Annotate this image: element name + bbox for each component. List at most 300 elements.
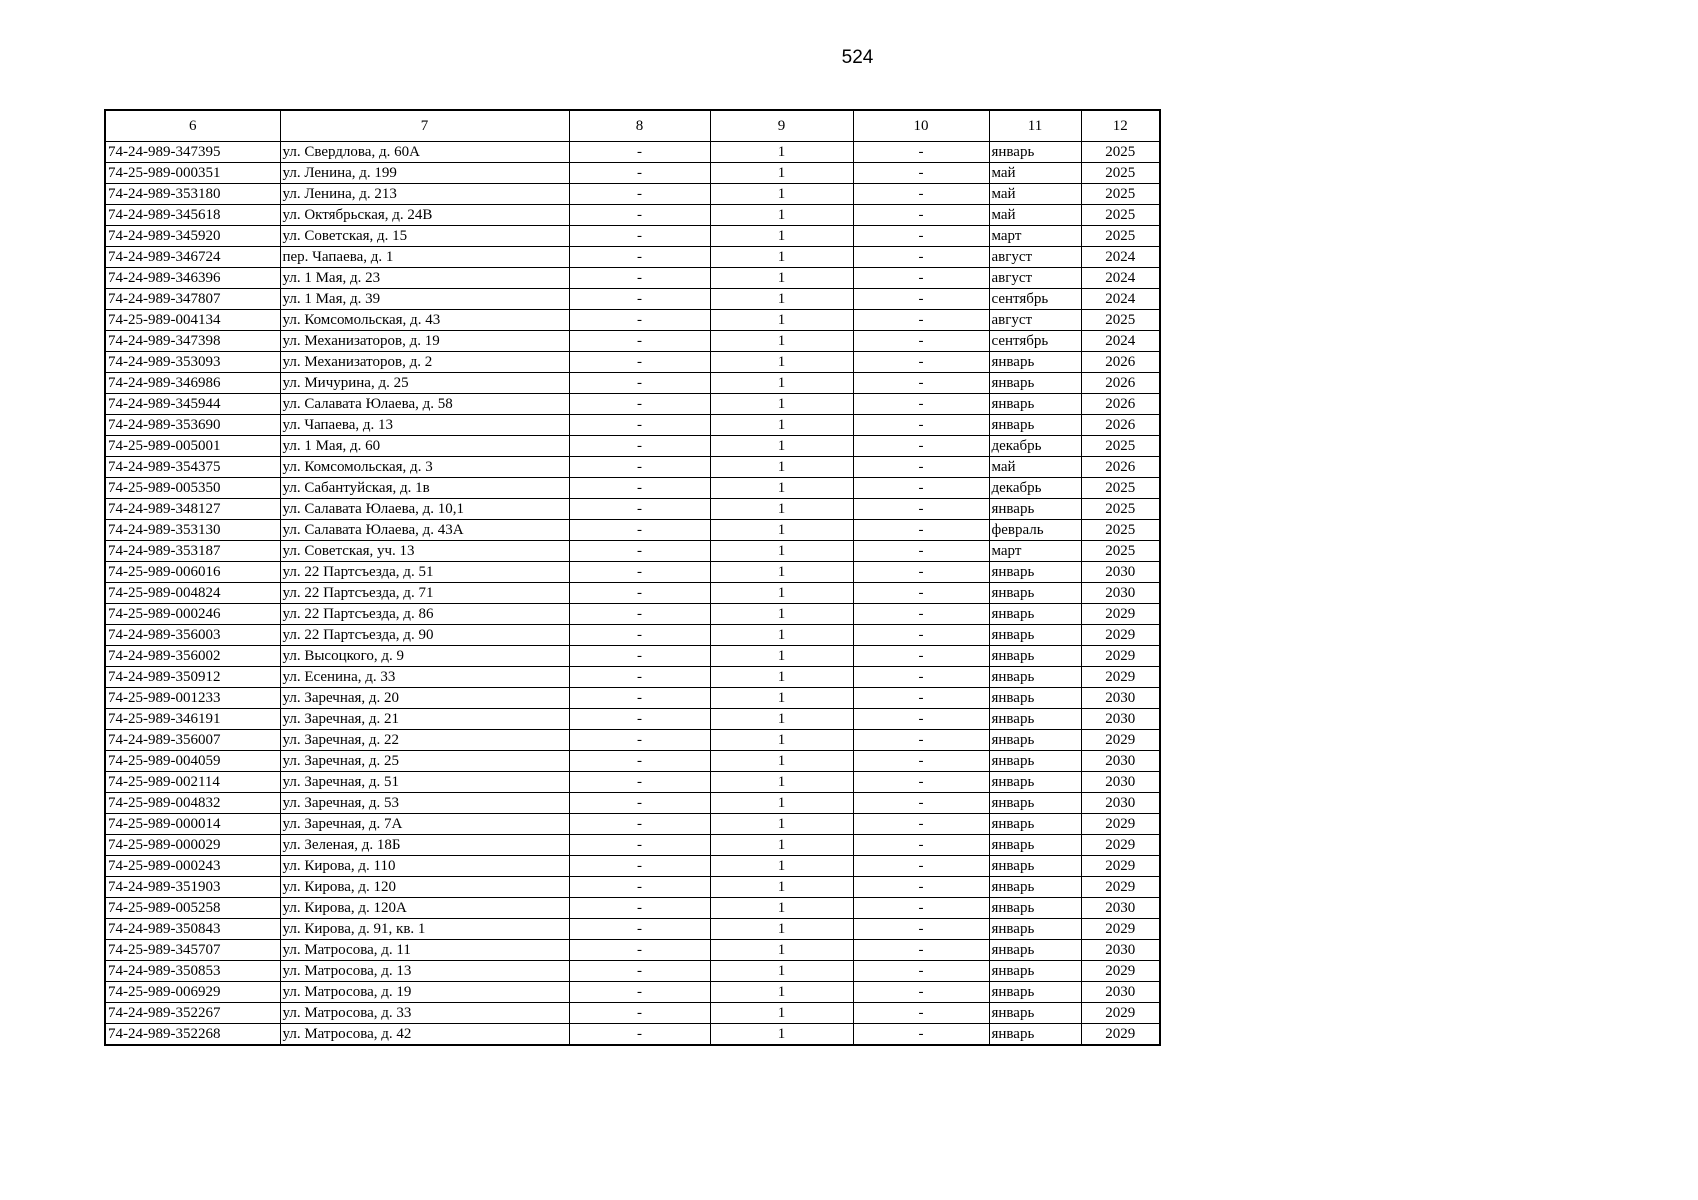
- cell-month: декабрь: [989, 436, 1081, 457]
- cell-month: январь: [989, 667, 1081, 688]
- page-number: 524: [841, 47, 874, 68]
- table-row: [105, 583, 1160, 604]
- cell-code: 74-25-989-004059: [105, 751, 280, 772]
- cell-col8: -: [569, 478, 710, 499]
- cell-col10: -: [853, 646, 989, 667]
- table-row: [105, 436, 1160, 457]
- cell-col8: -: [569, 604, 710, 625]
- cell-col9: 1: [710, 961, 853, 982]
- cell-col8: -: [569, 793, 710, 814]
- table-row: [105, 163, 1160, 184]
- cell-col10: -: [853, 457, 989, 478]
- table-row: [105, 415, 1160, 436]
- table-row: [105, 373, 1160, 394]
- cell-month: май: [989, 457, 1081, 478]
- cell-col9: 1: [710, 562, 853, 583]
- cell-year: 2025: [1081, 226, 1160, 247]
- table-row: [105, 1024, 1160, 1046]
- cell-col8: -: [569, 961, 710, 982]
- cell-col10: -: [853, 730, 989, 751]
- cell-year: 2030: [1081, 583, 1160, 604]
- cell-col10: -: [853, 1003, 989, 1024]
- cell-year: 2025: [1081, 436, 1160, 457]
- table-row: [105, 226, 1160, 247]
- cell-col9: 1: [710, 1024, 853, 1046]
- cell-address: ул. Ленина, д. 213: [280, 184, 569, 205]
- cell-year: 2029: [1081, 856, 1160, 877]
- cell-col8: -: [569, 772, 710, 793]
- cell-year: 2030: [1081, 688, 1160, 709]
- cell-month: январь: [989, 814, 1081, 835]
- cell-address: ул. Кирова, д. 91, кв. 1: [280, 919, 569, 940]
- cell-code: 74-24-989-347395: [105, 142, 280, 163]
- cell-code: 74-24-989-345944: [105, 394, 280, 415]
- cell-col10: -: [853, 331, 989, 352]
- table-row: [105, 667, 1160, 688]
- cell-col8: -: [569, 667, 710, 688]
- cell-code: 74-24-989-353187: [105, 541, 280, 562]
- cell-code: 74-24-989-352268: [105, 1024, 280, 1046]
- cell-month: январь: [989, 394, 1081, 415]
- cell-month: январь: [989, 415, 1081, 436]
- cell-year: 2025: [1081, 142, 1160, 163]
- cell-address: ул. Матросова, д. 19: [280, 982, 569, 1003]
- cell-col8: -: [569, 184, 710, 205]
- table-row: [105, 331, 1160, 352]
- table-row: [105, 919, 1160, 940]
- cell-code: 74-25-989-000351: [105, 163, 280, 184]
- table-row: [105, 289, 1160, 310]
- cell-year: 2025: [1081, 520, 1160, 541]
- cell-col10: -: [853, 562, 989, 583]
- cell-col8: -: [569, 331, 710, 352]
- table-row: [105, 772, 1160, 793]
- cell-col9: 1: [710, 1003, 853, 1024]
- cell-code: 74-25-989-001233: [105, 688, 280, 709]
- column-header: 6: [105, 110, 280, 142]
- cell-col10: -: [853, 352, 989, 373]
- cell-col10: -: [853, 751, 989, 772]
- cell-address: ул. Мичурина, д. 25: [280, 373, 569, 394]
- cell-year: 2025: [1081, 205, 1160, 226]
- cell-col9: 1: [710, 625, 853, 646]
- table-row: [105, 646, 1160, 667]
- cell-year: 2029: [1081, 646, 1160, 667]
- cell-month: январь: [989, 898, 1081, 919]
- cell-year: 2025: [1081, 184, 1160, 205]
- cell-address: ул. Механизаторов, д. 2: [280, 352, 569, 373]
- table-header-row: [105, 110, 1160, 142]
- cell-col10: -: [853, 268, 989, 289]
- cell-col10: -: [853, 499, 989, 520]
- table-row: [105, 604, 1160, 625]
- column-header: 11: [989, 110, 1081, 142]
- table-body: [105, 142, 1160, 1046]
- cell-code: 74-25-989-002114: [105, 772, 280, 793]
- cell-col9: 1: [710, 604, 853, 625]
- table-row: [105, 310, 1160, 331]
- cell-address: ул. Свердлова, д. 60А: [280, 142, 569, 163]
- cell-month: январь: [989, 835, 1081, 856]
- cell-col10: -: [853, 520, 989, 541]
- cell-col10: -: [853, 373, 989, 394]
- cell-year: 2025: [1081, 499, 1160, 520]
- cell-address: ул. 22 Партсъезда, д. 86: [280, 604, 569, 625]
- cell-code: 74-24-989-347398: [105, 331, 280, 352]
- cell-address: ул. Чапаева, д. 13: [280, 415, 569, 436]
- cell-code: 74-25-989-000246: [105, 604, 280, 625]
- cell-col9: 1: [710, 478, 853, 499]
- table-row: [105, 520, 1160, 541]
- cell-code: 74-24-989-356007: [105, 730, 280, 751]
- cell-address: ул. Есенина, д. 33: [280, 667, 569, 688]
- cell-address: ул. 1 Мая, д. 23: [280, 268, 569, 289]
- cell-code: 74-24-989-352267: [105, 1003, 280, 1024]
- table-row: [105, 940, 1160, 961]
- cell-col10: -: [853, 709, 989, 730]
- cell-address: ул. 22 Партсъезда, д. 71: [280, 583, 569, 604]
- cell-col8: -: [569, 814, 710, 835]
- table-row: [105, 478, 1160, 499]
- cell-col10: -: [853, 478, 989, 499]
- cell-col8: -: [569, 436, 710, 457]
- cell-address: ул. Заречная, д. 7А: [280, 814, 569, 835]
- cell-month: январь: [989, 772, 1081, 793]
- cell-month: январь: [989, 646, 1081, 667]
- column-header: 10: [853, 110, 989, 142]
- cell-col9: 1: [710, 646, 853, 667]
- table-row: [105, 247, 1160, 268]
- cell-address: ул. Заречная, д. 25: [280, 751, 569, 772]
- cell-col8: -: [569, 226, 710, 247]
- cell-code: 74-24-989-346724: [105, 247, 280, 268]
- cell-code: 74-24-989-353130: [105, 520, 280, 541]
- cell-col10: -: [853, 163, 989, 184]
- cell-address: ул. 1 Мая, д. 60: [280, 436, 569, 457]
- cell-address: ул. Заречная, д. 20: [280, 688, 569, 709]
- cell-year: 2024: [1081, 268, 1160, 289]
- table-row: [105, 268, 1160, 289]
- cell-col10: -: [853, 394, 989, 415]
- cell-address: ул. Зеленая, д. 18Б: [280, 835, 569, 856]
- cell-year: 2029: [1081, 835, 1160, 856]
- cell-month: январь: [989, 625, 1081, 646]
- cell-col10: -: [853, 226, 989, 247]
- cell-col8: -: [569, 457, 710, 478]
- cell-month: август: [989, 268, 1081, 289]
- cell-col9: 1: [710, 415, 853, 436]
- cell-address: ул. Комсомольская, д. 43: [280, 310, 569, 331]
- cell-col9: 1: [710, 898, 853, 919]
- cell-col10: -: [853, 289, 989, 310]
- cell-year: 2024: [1081, 289, 1160, 310]
- cell-month: январь: [989, 562, 1081, 583]
- cell-col9: 1: [710, 331, 853, 352]
- column-header: 12: [1081, 110, 1160, 142]
- cell-month: январь: [989, 730, 1081, 751]
- cell-year: 2030: [1081, 772, 1160, 793]
- cell-col8: -: [569, 751, 710, 772]
- cell-code: 74-25-989-004824: [105, 583, 280, 604]
- cell-address: ул. Салавата Юлаева, д. 10,1: [280, 499, 569, 520]
- cell-col8: -: [569, 646, 710, 667]
- cell-month: январь: [989, 793, 1081, 814]
- table-row: [105, 814, 1160, 835]
- cell-code: 74-24-989-346986: [105, 373, 280, 394]
- cell-code: 74-24-989-350853: [105, 961, 280, 982]
- cell-year: 2030: [1081, 982, 1160, 1003]
- cell-col9: 1: [710, 205, 853, 226]
- table-row: [105, 394, 1160, 415]
- cell-col9: 1: [710, 163, 853, 184]
- cell-col9: 1: [710, 856, 853, 877]
- cell-code: 74-25-989-004134: [105, 310, 280, 331]
- cell-col10: -: [853, 436, 989, 457]
- cell-col10: -: [853, 898, 989, 919]
- cell-address: ул. 22 Партсъезда, д. 51: [280, 562, 569, 583]
- cell-col8: -: [569, 1003, 710, 1024]
- cell-col10: -: [853, 625, 989, 646]
- cell-address: ул. Ленина, д. 199: [280, 163, 569, 184]
- cell-col8: -: [569, 877, 710, 898]
- cell-col9: 1: [710, 667, 853, 688]
- cell-code: 74-25-989-346191: [105, 709, 280, 730]
- cell-month: январь: [989, 982, 1081, 1003]
- cell-col9: 1: [710, 499, 853, 520]
- cell-col9: 1: [710, 814, 853, 835]
- cell-col10: -: [853, 688, 989, 709]
- cell-code: 74-25-989-000243: [105, 856, 280, 877]
- cell-year: 2030: [1081, 562, 1160, 583]
- cell-year: 2025: [1081, 478, 1160, 499]
- cell-col10: -: [853, 814, 989, 835]
- cell-address: ул. Кирова, д. 110: [280, 856, 569, 877]
- cell-year: 2024: [1081, 331, 1160, 352]
- cell-address: ул. Заречная, д. 21: [280, 709, 569, 730]
- cell-year: 2029: [1081, 919, 1160, 940]
- cell-col10: -: [853, 142, 989, 163]
- cell-code: 74-24-989-351903: [105, 877, 280, 898]
- cell-year: 2029: [1081, 877, 1160, 898]
- cell-year: 2025: [1081, 310, 1160, 331]
- cell-month: январь: [989, 919, 1081, 940]
- cell-col10: -: [853, 184, 989, 205]
- cell-col10: -: [853, 940, 989, 961]
- cell-col9: 1: [710, 436, 853, 457]
- cell-col10: -: [853, 961, 989, 982]
- cell-address: ул. Октябрьская, д. 24В: [280, 205, 569, 226]
- cell-col10: -: [853, 415, 989, 436]
- cell-year: 2024: [1081, 247, 1160, 268]
- cell-address: ул. Салавата Юлаева, д. 43А: [280, 520, 569, 541]
- cell-col10: -: [853, 247, 989, 268]
- cell-col9: 1: [710, 982, 853, 1003]
- cell-col8: -: [569, 520, 710, 541]
- cell-col9: 1: [710, 793, 853, 814]
- cell-col9: 1: [710, 352, 853, 373]
- cell-address: ул. Кирова, д. 120: [280, 877, 569, 898]
- cell-address: ул. Советская, уч. 13: [280, 541, 569, 562]
- cell-year: 2026: [1081, 394, 1160, 415]
- table-row: [105, 898, 1160, 919]
- cell-col9: 1: [710, 142, 853, 163]
- cell-code: 74-25-989-005350: [105, 478, 280, 499]
- cell-month: январь: [989, 499, 1081, 520]
- cell-code: 74-24-989-350843: [105, 919, 280, 940]
- cell-code: 74-24-989-350912: [105, 667, 280, 688]
- cell-address: ул. Матросова, д. 11: [280, 940, 569, 961]
- cell-col8: -: [569, 394, 710, 415]
- cell-col9: 1: [710, 688, 853, 709]
- cell-col10: -: [853, 772, 989, 793]
- cell-col9: 1: [710, 184, 853, 205]
- cell-month: январь: [989, 940, 1081, 961]
- cell-col9: 1: [710, 751, 853, 772]
- cell-code: 74-24-989-356002: [105, 646, 280, 667]
- cell-col9: 1: [710, 289, 853, 310]
- cell-year: 2026: [1081, 352, 1160, 373]
- cell-col8: -: [569, 982, 710, 1003]
- cell-month: январь: [989, 604, 1081, 625]
- cell-address: ул. Матросова, д. 33: [280, 1003, 569, 1024]
- cell-code: 74-24-989-353690: [105, 415, 280, 436]
- cell-col8: -: [569, 688, 710, 709]
- cell-col8: -: [569, 205, 710, 226]
- cell-code: 74-25-989-000014: [105, 814, 280, 835]
- cell-col8: -: [569, 142, 710, 163]
- cell-month: сентябрь: [989, 289, 1081, 310]
- cell-address: ул. Заречная, д. 22: [280, 730, 569, 751]
- cell-code: 74-24-989-345618: [105, 205, 280, 226]
- cell-col8: -: [569, 541, 710, 562]
- cell-year: 2029: [1081, 604, 1160, 625]
- column-header: 8: [569, 110, 710, 142]
- cell-month: январь: [989, 709, 1081, 730]
- table-row: [105, 856, 1160, 877]
- cell-col8: -: [569, 835, 710, 856]
- table-row: [105, 352, 1160, 373]
- cell-year: 2025: [1081, 163, 1160, 184]
- cell-month: январь: [989, 688, 1081, 709]
- cell-col9: 1: [710, 457, 853, 478]
- cell-code: 74-24-989-345920: [105, 226, 280, 247]
- cell-col9: 1: [710, 772, 853, 793]
- cell-year: 2030: [1081, 940, 1160, 961]
- cell-address: пер. Чапаева, д. 1: [280, 247, 569, 268]
- cell-col10: -: [853, 205, 989, 226]
- cell-col9: 1: [710, 730, 853, 751]
- table-row: [105, 1003, 1160, 1024]
- table-row: [105, 499, 1160, 520]
- cell-year: 2029: [1081, 814, 1160, 835]
- cell-year: 2026: [1081, 373, 1160, 394]
- cell-col8: -: [569, 268, 710, 289]
- cell-address: ул. 1 Мая, д. 39: [280, 289, 569, 310]
- cell-code: 74-24-989-347807: [105, 289, 280, 310]
- cell-col8: -: [569, 415, 710, 436]
- cell-code: 74-24-989-354375: [105, 457, 280, 478]
- cell-col8: -: [569, 562, 710, 583]
- cell-month: август: [989, 247, 1081, 268]
- cell-col9: 1: [710, 226, 853, 247]
- data-table: [104, 109, 1161, 1046]
- cell-year: 2030: [1081, 751, 1160, 772]
- cell-col10: -: [853, 583, 989, 604]
- cell-address: ул. Высоцкого, д. 9: [280, 646, 569, 667]
- table-row: [105, 562, 1160, 583]
- cell-col9: 1: [710, 541, 853, 562]
- cell-month: май: [989, 184, 1081, 205]
- cell-col9: 1: [710, 373, 853, 394]
- table-row: [105, 142, 1160, 163]
- cell-col8: -: [569, 730, 710, 751]
- cell-address: ул. Матросова, д. 13: [280, 961, 569, 982]
- cell-col9: 1: [710, 877, 853, 898]
- cell-col9: 1: [710, 919, 853, 940]
- cell-col8: -: [569, 499, 710, 520]
- cell-col9: 1: [710, 394, 853, 415]
- cell-code: 74-24-989-356003: [105, 625, 280, 646]
- table-row: [105, 184, 1160, 205]
- cell-year: 2025: [1081, 541, 1160, 562]
- column-header: 9: [710, 110, 853, 142]
- cell-col10: -: [853, 919, 989, 940]
- cell-month: декабрь: [989, 478, 1081, 499]
- cell-year: 2029: [1081, 1003, 1160, 1024]
- cell-address: ул. Советская, д. 15: [280, 226, 569, 247]
- cell-code: 74-24-989-346396: [105, 268, 280, 289]
- cell-col10: -: [853, 982, 989, 1003]
- cell-address: ул. Салавата Юлаева, д. 58: [280, 394, 569, 415]
- cell-col8: -: [569, 163, 710, 184]
- cell-year: 2026: [1081, 457, 1160, 478]
- cell-col8: -: [569, 919, 710, 940]
- cell-col9: 1: [710, 268, 853, 289]
- cell-col8: -: [569, 856, 710, 877]
- cell-month: январь: [989, 1003, 1081, 1024]
- cell-month: январь: [989, 1024, 1081, 1046]
- cell-col10: -: [853, 604, 989, 625]
- cell-code: 74-25-989-005001: [105, 436, 280, 457]
- cell-code: 74-25-989-345707: [105, 940, 280, 961]
- cell-month: январь: [989, 583, 1081, 604]
- cell-code: 74-24-989-353180: [105, 184, 280, 205]
- cell-col9: 1: [710, 835, 853, 856]
- table-row: [105, 835, 1160, 856]
- cell-address: ул. Заречная, д. 51: [280, 772, 569, 793]
- cell-col8: -: [569, 583, 710, 604]
- cell-month: январь: [989, 877, 1081, 898]
- table-row: [105, 457, 1160, 478]
- cell-year: 2029: [1081, 730, 1160, 751]
- cell-month: январь: [989, 856, 1081, 877]
- cell-col10: -: [853, 667, 989, 688]
- cell-month: сентябрь: [989, 331, 1081, 352]
- cell-month: январь: [989, 352, 1081, 373]
- table-row: [105, 709, 1160, 730]
- cell-year: 2030: [1081, 709, 1160, 730]
- table-row: [105, 688, 1160, 709]
- cell-col10: -: [853, 877, 989, 898]
- cell-month: май: [989, 163, 1081, 184]
- cell-month: январь: [989, 373, 1081, 394]
- cell-col8: -: [569, 1024, 710, 1046]
- cell-year: 2026: [1081, 415, 1160, 436]
- cell-col10: -: [853, 835, 989, 856]
- cell-col9: 1: [710, 247, 853, 268]
- table-row: [105, 541, 1160, 562]
- table-row: [105, 982, 1160, 1003]
